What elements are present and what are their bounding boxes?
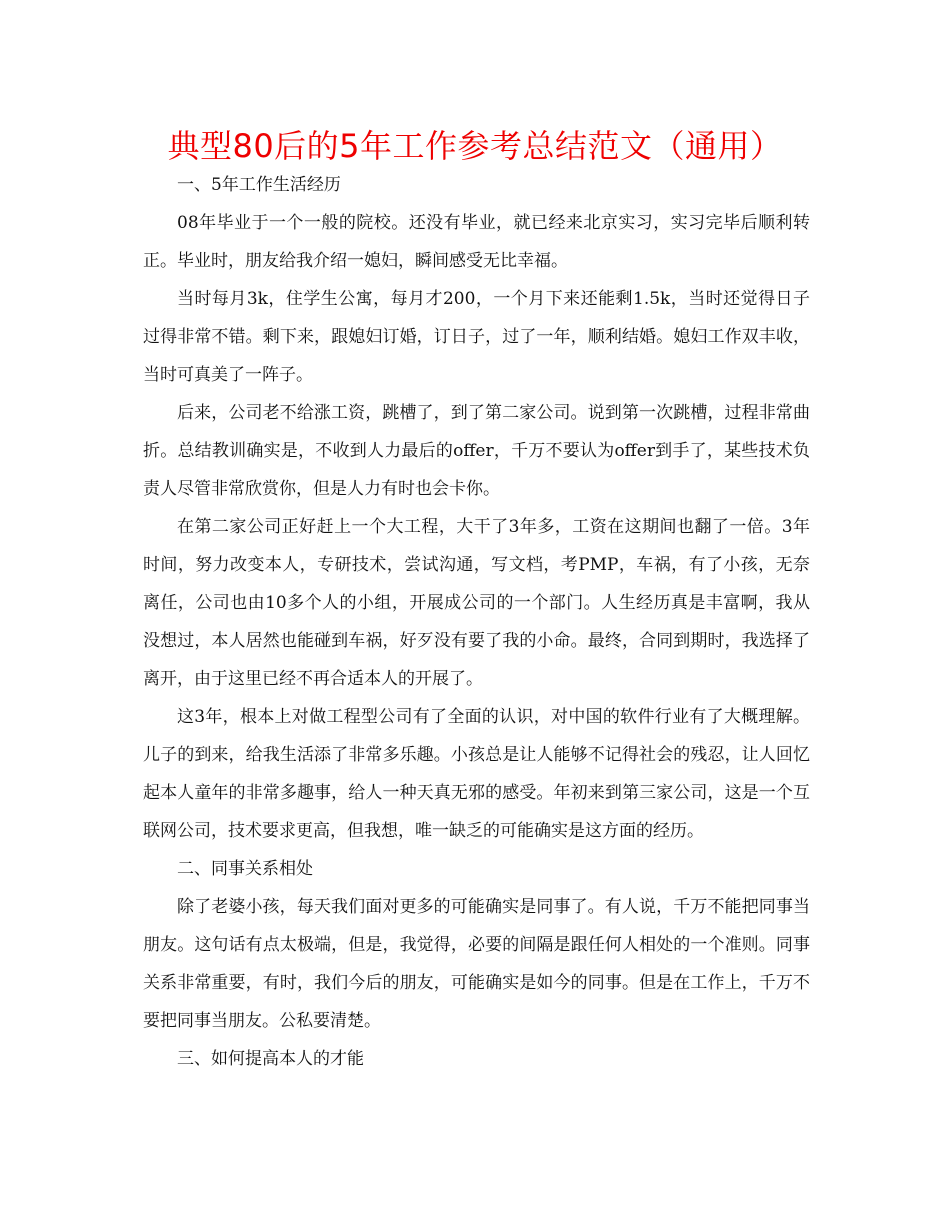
- section-heading-improve-ability: 三、如何提高本人的才能: [177, 1049, 364, 1069]
- paragraph: 当时每月3k，住学生公寓，每月才200，一个月下来还能剩1.5k，当时还觉得日子过得非常不错。剩下来，跟媳妇订婚，订日子，过了一年，顺利结婚。媳妇工作双丰收，当时可真美了一阵子。: [143, 289, 810, 385]
- paragraph: 在第二家公司正好赶上一个大工程，大干了3年多，工资在这期间也翻了一倍。3年时间，努力改变本人，专研技术，尝试沟通，写文档，考PMP，车祸，有了小孩，无奈离任，公司也由10多个人的小组，开展成公司的一个部门。人生经历真是丰富啊，我从没想过，本人居然也能碰到车祸，好歹没有要了我的小命。最终，合同到期时，我选择了离开，由于这里已经不再合适本人的开展了。: [143, 517, 810, 689]
- paragraph: 这3年，根本上对做工程型公司有了全面的认识，对中国的软件行业有了大概理解。儿子的到来，给我生活添了非常多乐趣。小孩总是让人能够不记得社会的残忍，让人回忆起本人童年的非常多趣事，给人一种天真无邪的感受。年初来到第三家公司，这是一个互联网公司，技术要求更高，但我想，唯一缺乏的可能确实是这方面的经历。: [143, 707, 810, 841]
- paragraph: 08年毕业于一个一般的院校。还没有毕业，就已经来北京实习，实习完毕后顺利转正。毕业时，朋友给我介绍一媳妇，瞬间感受无比幸福。: [143, 213, 810, 271]
- paragraph: 后来，公司老不给涨工资，跳槽了，到了第二家公司。说到第一次跳槽，过程非常曲折。总结教训确实是，不收到人力最后的offer，千万不要认为offer到手了，某些技术负责人尽管非常欣赏你，但是人力有时也会卡你。: [143, 403, 810, 499]
- section-heading-colleague-relations: 二、同事关系相处: [177, 859, 313, 879]
- paragraph: 除了老婆小孩，每天我们面对更多的可能确实是同事了。有人说，千万不能把同事当朋友。这句话有点太极端，但是，我觉得，必要的间隔是跟任何人相处的一个准则。同事关系非常重要，有时，我们今后的朋友，可能确实是如今的同事。但是在工作上，千万不要把同事当朋友。公私要清楚。: [143, 897, 810, 1031]
- document-title: 典型80后的5年工作参考总结范文（通用）: [167, 127, 783, 165]
- section-heading-life-experience: 一、5年工作生活经历: [177, 175, 341, 195]
- document-body: [143, 166, 810, 1078]
